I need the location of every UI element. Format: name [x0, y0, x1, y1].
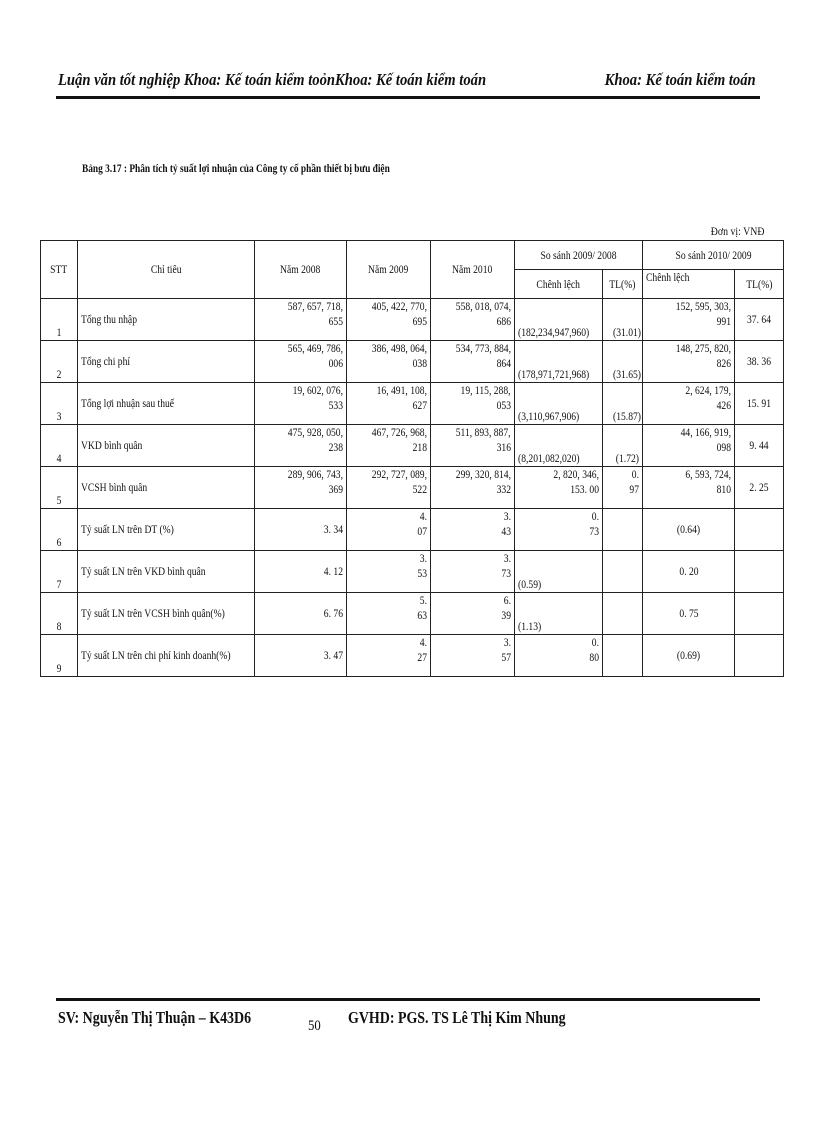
col-header-compare-2009-2008: So sánh 2009/ 2008 — [515, 241, 643, 270]
cell-value-line: (8,201,082,020) — [518, 451, 580, 465]
cell-value-line: 826 — [716, 356, 732, 370]
col-header-chenh-lech-1: Chênh lệch — [515, 270, 603, 299]
cell-chenh-lech-2009-2008 — [515, 635, 603, 677]
cell-2009 — [347, 425, 431, 467]
cell-value-line: (15.87) — [613, 409, 641, 423]
cell-tl-2010-2009 — [735, 509, 784, 551]
unit-label: Đơn vị: VNĐ — [710, 224, 764, 238]
cell-2010 — [431, 467, 515, 509]
cell-tl-2009-2008 — [603, 383, 643, 425]
cell-chenh-lech-2010-2009 — [643, 341, 735, 383]
cell-chi-tieu: Tổng chi phí — [78, 341, 255, 383]
cell-tl-2010-2009 — [735, 341, 784, 383]
table-row — [41, 383, 784, 425]
cell-value-line: 39 — [501, 608, 511, 622]
cell-tl-2010-2009 — [735, 593, 784, 635]
cell-value-line: 148, 275, 820, — [675, 341, 732, 355]
cell-value-line: 695 — [412, 314, 427, 328]
cell-2008 — [255, 593, 347, 635]
cell-value-line: 0. — [591, 509, 599, 523]
cell-value-line: 16, 491, 108, — [376, 383, 427, 397]
cell-tl-2010-2009 — [735, 467, 784, 509]
cell-chenh-lech-2009-2008 — [515, 467, 603, 509]
cell-value-line: 2, 820, 346, — [553, 467, 599, 481]
cell-value-line: 97 — [629, 482, 640, 496]
cell-chi-tieu: Tỷ suất LN trên chi phí kinh doanh(%) — [78, 635, 255, 677]
cell-value-line: 386, 498, 064, — [371, 341, 427, 355]
cell-value-line: 0. — [631, 467, 640, 481]
cell-value-line: 152, 595, 303, — [675, 299, 732, 313]
cell-value-line: 4. 12 — [323, 564, 343, 578]
cell-value-line: 565, 469, 786, — [287, 341, 343, 355]
cell-value-line: 0. — [591, 635, 599, 649]
cell-tl-2010-2009 — [735, 551, 784, 593]
cell-value-line: (182,234,947,960) — [518, 325, 590, 339]
page-number: 50 — [308, 1018, 321, 1034]
cell-value-line: 38. 36 — [747, 354, 772, 368]
table-row — [41, 509, 784, 551]
header-thesis-title: Luận văn tốt nghiệp Khoa: Kế toán kiểm toỏnKhoa: Kế toán kiểm toán — [58, 70, 487, 89]
cell-value-line: 292, 727, 089, — [371, 467, 427, 481]
cell-value-line: 991 — [716, 314, 732, 328]
cell-2010 — [431, 383, 515, 425]
cell-value-line: 289, 906, 743, — [287, 467, 343, 481]
cell-value-line: 098 — [716, 440, 732, 454]
cell-value-line: 2, 624, 179, — [685, 383, 732, 397]
col-header-chenh-lech-2: Chênh lệch — [643, 270, 735, 299]
cell-2009 — [347, 509, 431, 551]
cell-value-line: 73 — [501, 566, 511, 580]
col-header-2009: Năm 2009 — [347, 241, 431, 299]
header-department: Khoa: Kế toán kiểm toán — [604, 70, 756, 89]
cell-2008 — [255, 467, 347, 509]
col-header-compare-2010-2009: So sánh 2010/ 2009 — [643, 241, 784, 270]
cell-chenh-lech-2010-2009 — [643, 635, 735, 677]
cell-2010 — [431, 551, 515, 593]
cell-value-line: 3. 34 — [323, 522, 343, 536]
cell-value-line: 299, 320, 814, — [455, 467, 511, 481]
cell-value-line: 511, 893, 887, — [456, 425, 511, 439]
cell-stt: 5 — [41, 467, 78, 509]
col-header-2008: Năm 2008 — [255, 241, 347, 299]
cell-value-line: 627 — [412, 398, 427, 412]
cell-tl-2009-2008 — [603, 425, 643, 467]
cell-value-line: 3. 47 — [323, 648, 343, 662]
cell-value-line: 3. — [419, 551, 427, 565]
cell-value-line: 475, 928, 050, — [287, 425, 343, 439]
cell-chenh-lech-2010-2009 — [643, 593, 735, 635]
cell-value-line: 2. 25 — [749, 480, 769, 494]
cell-value-line: 15. 91 — [747, 396, 772, 410]
cell-chi-tieu: VCSH bình quân — [78, 467, 255, 509]
cell-value-line: 153. 00 — [570, 482, 599, 496]
cell-value-line: 587, 657, 718, — [287, 299, 343, 313]
cell-chi-tieu: Tổng lợi nhuận sau thuế — [78, 383, 255, 425]
cell-value-line: 19, 602, 076, — [292, 383, 343, 397]
cell-chi-tieu: Tỷ suất LN trên DT (%) — [78, 509, 255, 551]
cell-chenh-lech-2010-2009 — [643, 425, 735, 467]
col-header-tl-1: TL(%) — [603, 270, 643, 299]
cell-value-line: (1.13) — [518, 619, 542, 633]
footer-supervisor: GVHD: PGS. TS Lê Thị Kim Nhung — [348, 1008, 566, 1027]
cell-value-line: 810 — [716, 482, 732, 496]
cell-2010 — [431, 593, 515, 635]
cell-value-line: 405, 422, 770, — [371, 299, 427, 313]
cell-value-line: (31.01) — [613, 325, 641, 339]
cell-value-line: 6, 593, 724, — [685, 467, 732, 481]
header-divider — [56, 96, 760, 99]
cell-2010 — [431, 425, 515, 467]
cell-tl-2009-2008 — [603, 593, 643, 635]
cell-tl-2009-2008 — [603, 299, 643, 341]
table-row — [41, 299, 784, 341]
cell-2009 — [347, 593, 431, 635]
cell-2009 — [347, 341, 431, 383]
cell-value-line: 558, 018, 074, — [455, 299, 511, 313]
cell-stt: 8 — [41, 593, 78, 635]
cell-value-line: (0.59) — [518, 577, 542, 591]
cell-value-line: 43 — [501, 524, 511, 538]
cell-value-line: 57 — [501, 650, 511, 664]
cell-value-line: 3. — [503, 635, 511, 649]
cell-2010 — [431, 635, 515, 677]
cell-value-line: 9. 44 — [749, 438, 769, 452]
cell-value-line: 80 — [589, 650, 599, 664]
table-row — [41, 551, 784, 593]
cell-2008 — [255, 341, 347, 383]
cell-tl-2010-2009 — [735, 425, 784, 467]
cell-value-line: 006 — [328, 356, 343, 370]
cell-chi-tieu: Tỷ suất LN trên VCSH bình quân(%) — [78, 593, 255, 635]
cell-chenh-lech-2009-2008 — [515, 299, 603, 341]
table-row — [41, 635, 784, 677]
cell-2009 — [347, 551, 431, 593]
cell-stt: 6 — [41, 509, 78, 551]
cell-value-line: (0.69) — [676, 648, 701, 662]
cell-value-line: 63 — [417, 608, 427, 622]
cell-value-line: 534, 773, 884, — [455, 341, 511, 355]
cell-stt: 4 — [41, 425, 78, 467]
cell-value-line: 467, 726, 968, — [371, 425, 427, 439]
cell-value-line: (1.72) — [615, 451, 640, 465]
cell-value-line: 07 — [417, 524, 427, 538]
col-header-stt: STT — [41, 241, 78, 299]
cell-value-line: 19, 115, 288, — [460, 383, 511, 397]
profit-ratio-table — [40, 240, 784, 677]
cell-chi-tieu: Tỷ suất LN trên VKD bình quân — [78, 551, 255, 593]
col-header-tl-2: TL(%) — [735, 270, 784, 299]
cell-tl-2009-2008 — [603, 341, 643, 383]
cell-chi-tieu: VKD bình quân — [78, 425, 255, 467]
cell-stt: 9 — [41, 635, 78, 677]
cell-value-line: 238 — [328, 440, 343, 454]
cell-stt: 7 — [41, 551, 78, 593]
cell-value-line: 27 — [417, 650, 427, 664]
col-header-2010: Năm 2010 — [431, 241, 515, 299]
cell-chenh-lech-2009-2008 — [515, 341, 603, 383]
col-header-chi-tieu: Chỉ tiêu — [78, 241, 255, 299]
cell-value-line: 053 — [496, 398, 511, 412]
cell-value-line: 218 — [412, 440, 427, 454]
cell-chenh-lech-2010-2009 — [643, 467, 735, 509]
cell-2010 — [431, 509, 515, 551]
cell-value-line: 6. — [503, 593, 511, 607]
cell-value-line: 44, 166, 919, — [680, 425, 732, 439]
cell-tl-2009-2008 — [603, 551, 643, 593]
cell-2008 — [255, 635, 347, 677]
cell-value-line: 686 — [496, 314, 511, 328]
cell-value-line: 655 — [328, 314, 343, 328]
cell-value-line: 038 — [412, 356, 427, 370]
cell-2010 — [431, 341, 515, 383]
cell-2009 — [347, 635, 431, 677]
cell-value-line: 0. 75 — [678, 606, 699, 620]
cell-chenh-lech-2009-2008 — [515, 509, 603, 551]
cell-chenh-lech-2010-2009 — [643, 299, 735, 341]
cell-value-line: (178,971,721,968) — [518, 367, 590, 381]
cell-value-line: (31.65) — [613, 367, 641, 381]
cell-2008 — [255, 509, 347, 551]
cell-2008 — [255, 299, 347, 341]
table-caption: Bảng 3.17 : Phân tích tỷ suất lợi nhuận của Công ty cổ phần thiết bị bưu điện — [82, 161, 390, 175]
cell-tl-2010-2009 — [735, 383, 784, 425]
cell-value-line: 332 — [496, 482, 511, 496]
cell-chenh-lech-2009-2008 — [515, 593, 603, 635]
table-row — [41, 341, 784, 383]
cell-tl-2009-2008 — [603, 467, 643, 509]
cell-2009 — [347, 299, 431, 341]
cell-value-line: 864 — [496, 356, 511, 370]
cell-tl-2010-2009 — [735, 299, 784, 341]
table-row — [41, 425, 784, 467]
cell-chenh-lech-2009-2008 — [515, 383, 603, 425]
cell-chenh-lech-2009-2008 — [515, 551, 603, 593]
cell-stt: 2 — [41, 341, 78, 383]
cell-2008 — [255, 383, 347, 425]
cell-value-line: 6. 76 — [323, 606, 343, 620]
cell-value-line: 73 — [589, 524, 599, 538]
cell-value-line: 3. — [503, 509, 511, 523]
cell-2009 — [347, 383, 431, 425]
footer-student: SV: Nguyễn Thị Thuận – K43D6 — [58, 1008, 252, 1027]
table-row — [41, 467, 784, 509]
cell-2008 — [255, 425, 347, 467]
cell-value-line: 0. 20 — [678, 564, 699, 578]
cell-stt: 1 — [41, 299, 78, 341]
cell-value-line: 533 — [328, 398, 343, 412]
cell-value-line: 369 — [328, 482, 343, 496]
cell-chenh-lech-2009-2008 — [515, 425, 603, 467]
cell-chenh-lech-2010-2009 — [643, 551, 735, 593]
cell-value-line: 316 — [496, 440, 511, 454]
cell-2008 — [255, 551, 347, 593]
cell-2009 — [347, 467, 431, 509]
cell-chenh-lech-2010-2009 — [643, 509, 735, 551]
cell-value-line: 53 — [417, 566, 427, 580]
cell-value-line: 4. — [419, 509, 427, 523]
cell-2010 — [431, 299, 515, 341]
table-row — [41, 593, 784, 635]
cell-value-line: 37. 64 — [747, 312, 772, 326]
cell-tl-2010-2009 — [735, 635, 784, 677]
cell-value-line: 4. — [419, 635, 427, 649]
footer-divider — [56, 998, 760, 1001]
cell-value-line: (0.64) — [676, 522, 701, 536]
cell-value-line: 5. — [419, 593, 427, 607]
cell-chenh-lech-2010-2009 — [643, 383, 735, 425]
cell-chi-tieu: Tổng thu nhập — [78, 299, 255, 341]
cell-value-line: 3. — [503, 551, 511, 565]
cell-value-line: 426 — [716, 398, 732, 412]
cell-tl-2009-2008 — [603, 635, 643, 677]
cell-tl-2009-2008 — [603, 509, 643, 551]
cell-stt: 3 — [41, 383, 78, 425]
cell-value-line: (3,110,967,906) — [518, 409, 580, 423]
cell-value-line: 522 — [412, 482, 427, 496]
